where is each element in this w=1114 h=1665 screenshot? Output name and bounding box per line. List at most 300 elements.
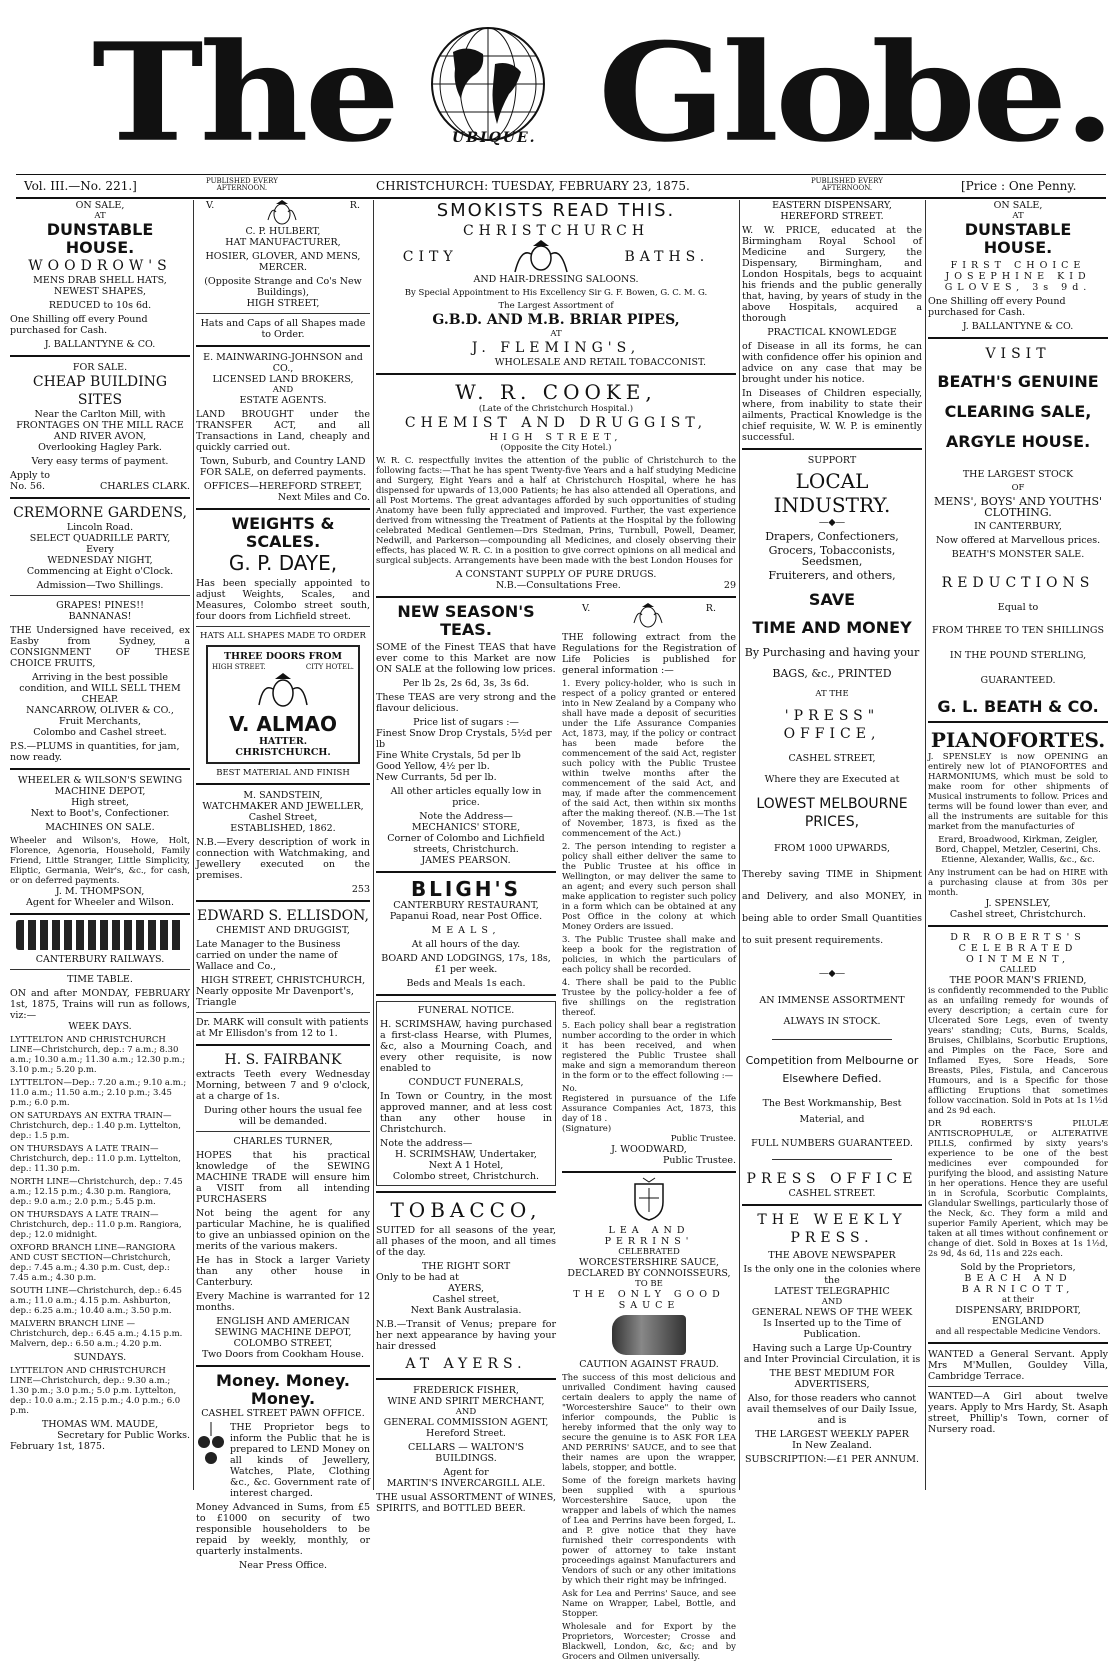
ad-text: In New Zealand. [792, 1440, 872, 1451]
ad-text: Dr. MARK will consult with patients at Mr Ellisdon's from 12 to 1. [196, 1017, 369, 1039]
ad-text: R. [349, 200, 360, 211]
ad-text: Nearly opposite Mr Davenport's, Triangle [196, 986, 354, 1008]
price-entry: Good Yellow, 4½ per lb. [376, 761, 490, 772]
ad-text: Every Machine is warranted for 12 months. [196, 1291, 370, 1313]
ad-text: Grocers, Tobacconists, Seedsmen, [768, 544, 896, 568]
ad-heading: CONDUCT FUNERALS, [408, 1077, 524, 1088]
publication-note-right: PUBLISHED EVERY AFTERNOON. [811, 177, 883, 192]
ad-signature: H. SCRIMSHAW, Undertaker, [395, 1149, 537, 1160]
ad-text: CELEBRATED [618, 1247, 680, 1257]
ad-heading: WATCHMAKER AND JEWELLER, [202, 801, 364, 812]
ad-text: SUITED for all seasons of the year, all phases of the moon, and all times of the day. [376, 1225, 556, 1258]
timetable-entry: ON THURSDAYS A LATE TRAIN—Christchurch, dep.: 11.0 p.m. Rangiora, dep.; 12.0 midnight. [10, 1210, 182, 1240]
ad-text: Also, for those readers who cannot avail themselves of our Daily Issue, and is [746, 1393, 918, 1426]
ad-text: Money Advanced in Sums, from £5 to £1000 on security of two responsible householders to be repaid by weekly, monthly, or quarterly instalments. [196, 1502, 370, 1557]
column-rule [373, 200, 374, 1490]
ad-text: Cashel Street, [248, 812, 318, 823]
ad-heading: PRESS OFFICE [746, 1171, 918, 1187]
ad-text: Arriving in the best possible condition, and WILL SELL THEM CHEAP. [19, 672, 181, 705]
ad-text: Next Bank Australasia. [410, 1305, 522, 1316]
ad-text: One Shilling off every Pound purchased for Cash. [10, 314, 148, 336]
ad-text: Colombo street, Christchurch. [392, 1171, 540, 1182]
ad-text: Cashel street, Christchurch. [949, 909, 1087, 920]
ad-heading: REDUCTIONS [941, 575, 1095, 591]
ad-text: Late Manager to the Business carried on under the name of Wallace and Co., [196, 939, 341, 972]
ad-text: Equal to [997, 602, 1039, 613]
ad-heading: MECHANICS' STORE, [411, 822, 521, 833]
ad-heading: 'PRESS" OFFICE, [783, 708, 881, 742]
ad-heading: FOR SALE. [72, 362, 128, 373]
ad-text: IN THE POUND STERLING, [949, 650, 1087, 661]
ad-text: High street, [71, 797, 129, 808]
ad-text: Next A 1 Hotel, [428, 1160, 504, 1171]
ad-heading: ENGLISH AND AMERICAN SEWING MACHINE DEPOT, [214, 1316, 352, 1338]
ad-text: and all respectable Medicine Vendors. [935, 1327, 1101, 1337]
ad-heading: ALWAYS IN STOCK. [783, 1016, 881, 1027]
ad-text: Colombo and Cashel street. [33, 727, 167, 738]
ad-heading: CANTERBURY RAILWAYS. [35, 954, 165, 965]
masthead [0, 0, 1114, 175]
sub-column-left [376, 603, 556, 1665]
ad-text: at their [1002, 1295, 1034, 1305]
ad-text: (Late of the Christchurch Hospital.) [478, 404, 634, 414]
ad-heading: CHEAP BUILDING SITES [32, 374, 168, 408]
ad-text: LICENSED LAND BROKERS, [212, 374, 354, 385]
ad-heading: GRAPES! PINES!! [56, 600, 144, 611]
ad-heading: DUNSTABLE HOUSE. [46, 220, 154, 257]
ad-text: AT THE [815, 689, 849, 699]
ad-heading: SUNDAYS. [73, 1352, 127, 1363]
ad-text: Commencing at Eight o'Clock. [26, 566, 174, 577]
sauce-bottle-illustration [612, 1315, 686, 1355]
ad-heading: G. P. DAYE, [228, 551, 338, 575]
sign-text: THREE DOORS FROM [223, 651, 342, 662]
ad-text: HIGH STREET, [489, 432, 623, 443]
ad-text: J. SPENSLEY is now OPENING an entirely new lot of PIANOFORTES and HARMONIUMS, which must be sold to make room for other shipments of Musical instruments to follow. Prices and terms will be found lower than ever, and all the instruments are suitable for this market from the manufacturies of [928, 752, 1108, 832]
ad-text: CASHEL STREET. [788, 1188, 876, 1199]
ad-number: 29 [723, 580, 736, 591]
ad-heading: J. FLEMING'S, [471, 340, 641, 356]
ad-heading: THE POOR MAN'S FRIEND, [949, 975, 1087, 986]
price: [Price : One Penny. [961, 179, 1077, 193]
place-date: CHRISTCHURCH: TUESDAY, FEBRUARY 23, 1875. [376, 179, 690, 193]
timetable-entry: LYTTELTON—Dep.: 7.20 a.m.; 9.10 a.m.; 11.0 a.m.; 11.50 a.m.; 2.10 p.m.; 3.45 p.m.; 6.0 p.m. [10, 1078, 187, 1108]
ad-number: 253 [351, 884, 370, 895]
ad-text: OFFICES—HEREFORD STREET, [203, 481, 363, 492]
ad-text: WEDNESDAY NIGHT, [47, 555, 153, 566]
ad-text: Fruit Merchants, [59, 716, 141, 727]
timetable-entry: SOUTH LINE—Christchurch, dep.: 6.45 a.m.; 11.0 a.m.; 4.15 p.m. Ashburton, dep.: 6.25 a.m.; 10.40 a.m.; 3.50 p.m. [10, 1286, 182, 1316]
timetable-entry: LYTTELTON AND CHRISTCHURCH LINE—Christchurch, dep.: 9.30 a.m.; 1.30 p.m.; 3.0 p.m.; 5.0 p.m. Lyttelton, dep.: 10.0 a.m.; 2.15 p.m.; 4.0 p.m.; 6.0 p.m. [10, 1366, 181, 1416]
ad-text: He has in Stock a larger Variety than any other house in Canterbury. [196, 1255, 370, 1288]
ad-text: Ask for Lea and Perrins' Sauce, and see Name on Wrapper, Label, Bottle, and Stopper. [562, 1589, 736, 1619]
ad-heading: LOCAL INDUSTRY. [773, 469, 891, 517]
ad-heading: CASHEL STREET PAWN OFFICE. [201, 1408, 365, 1419]
ad-text: Is Inserted up to the Time of Publication. [763, 1318, 901, 1340]
ad-heading: CITY [402, 249, 458, 265]
ad-signature: JAMES PEARSON. [421, 855, 511, 866]
ad-text: N.B.—Every description of work in connection with Watchmaking, and Jewellery executed on the premises. [196, 837, 370, 881]
ad-text: MENS DRAB SHELL HATS, NEWEST SHAPES, [33, 275, 167, 297]
ad-text: (Opposite the City Hotel.) [500, 443, 612, 453]
ad-signature: J. WOODWARD, [611, 1144, 687, 1155]
ad-text: WINE AND SPIRIT MERCHANT, [387, 1396, 545, 1407]
ad-text: IN CANTERBURY, [974, 521, 1062, 532]
ad-heading: G. L. BEATH & CO. [937, 697, 1099, 716]
ad-text: SUBSCRIPTION:—£1 PER ANNUM. [745, 1454, 919, 1465]
coat-of-arms-icon [511, 240, 571, 274]
ad-text: Price list of sugars :— [413, 717, 519, 728]
ad-text: BOARD AND LODGINGS, 17s, 18s, £1 per week. [381, 953, 551, 975]
ad-text: During other hours the usual fee will be demanded. [204, 1105, 362, 1127]
ad-text: CALLED [999, 965, 1037, 975]
ad-heading: TIME TABLE. [67, 974, 133, 985]
ad-heading: W. R. COOKE, [455, 380, 657, 404]
ad-heading: CELEBRATED OINTMENT, [958, 943, 1078, 965]
ad-date: February 1st, 1875. [10, 1441, 105, 1452]
ad-text: ON and after MONDAY, FEBRUARY 1st, 1875, Trains will run as follows, viz:— [10, 988, 190, 1021]
ad-text: SOME of the Finest TEAS that have ever come to this Market are now ON SALE at the following low prices. [376, 642, 556, 675]
column-rule [193, 200, 194, 1490]
ad-heading: THE RIGHT SORT [421, 1261, 511, 1272]
dateline [16, 174, 1106, 199]
ad-heading: BAGS, &c., PRINTED [772, 667, 892, 680]
publication-note: PUBLISHED EVERY AFTERNOON. [206, 177, 278, 192]
ad-text: HIGH STREET, CHRISTCHURCH, [200, 975, 366, 986]
ad-text: CASHEL STREET, [788, 753, 876, 764]
ad-text: Next Miles and Co. [277, 492, 370, 503]
ad-heading: C. P. HULBERT, [245, 226, 321, 237]
ad-text: Hats and Caps of all Shapes made to Order. [200, 318, 366, 340]
ad-text: WHOLESALE AND RETAIL TOBACCONIST. [494, 357, 706, 368]
ad-heading: CLEARING SALE, [944, 402, 1092, 421]
ad-heading: G.B.D. AND M.B. BRIAR PIPES, [432, 312, 680, 328]
ad-heading: CHARLES TURNER, [233, 1136, 333, 1147]
ad-text: All other articles equally low in price. [390, 786, 542, 808]
ad-text: THE LARGEST STOCK [962, 469, 1074, 480]
ad-text: Public Trustee. [663, 1155, 736, 1166]
sign-text: CHRISTCHURCH. [235, 747, 331, 758]
timetable-entry: ON THURSDAYS A LATE TRAIN—Christchurch, dep.: 11.0 p.m. Lyttelton, dep.: 11.30 p.m. [10, 1144, 181, 1174]
ad-text: AND HAIR-DRESSING SALOONS. [473, 274, 639, 285]
ad-heading: M. SANDSTEIN, [243, 790, 323, 801]
ad-text: Sold by the Proprietors, [960, 1262, 1076, 1273]
ad-heading: BATHS. [624, 249, 710, 265]
sign-title: V. ALMAO [228, 712, 338, 736]
timetable-entry: NORTH LINE—Christchurch, dep.: 7.45 a.m.; 12.15 p.m.; 4.30 p.m. Rangiora, dep.: 9.0 a.m.; 2.0 p.m.; 5.45 p.m. [10, 1177, 183, 1207]
ad-heading: E. MAINWARING-JOHNSON and CO., [203, 352, 363, 374]
ad-heading: FULL NUMBERS GUARANTEED. [751, 1138, 913, 1149]
timetable-entry: OXFORD BRANCH LINE—RANGIORA AND CUST SECTION—Christchurch, dep.: 7.45 a.m.; 4.30 p.m. Cust, dep.: 7.45 a.m.; 4.30 p.m. [10, 1243, 176, 1283]
ad-text: GUARANTEED. [980, 675, 1056, 686]
ad-heading: PIANOFORTES. [930, 728, 1106, 752]
lea-perrins-crest-icon [629, 1178, 669, 1222]
ad-heading: THE BEST MEDIUM FOR ADVERTISERS, [769, 1368, 895, 1390]
ad-text: FROM 1000 UPWARDS, [774, 843, 890, 854]
ad-text: H. SCRIMSHAW, having purchased a first-class Hearse, with Plumes, &c, also a Mourning Coach, and every other requisite, is now enabled to [380, 1019, 552, 1074]
ad-heading: PRACTICAL KNOWLEDGE [767, 327, 897, 338]
ad-heading: WEEK DAYS. [68, 1021, 132, 1032]
ad-text: Per lb 2s, 2s 6d, 3s, 3s 6d. [402, 678, 530, 689]
price-entry: Fine White Crystals, 5d per lb [376, 750, 521, 761]
ad-text: Public Trustee. [670, 1134, 736, 1144]
ad-signature: J. SPENSLEY, [985, 898, 1051, 909]
column-2 [196, 200, 370, 1571]
masthead-title-left: The [92, 13, 397, 173]
ad-text: The Best Workmanship, Best Material, and [762, 1098, 902, 1125]
ad-text: HAT MANUFACTURER, [225, 237, 341, 248]
ad-text: LAND BROUGHT under the TRANSFER ACT, and all Transactions in Land, cheaply and quickly carried out. [196, 409, 370, 453]
ad-text: DISPENSARY, BRIDPORT, ENGLAND [955, 1305, 1081, 1327]
column-rule [739, 200, 740, 1490]
ad-text: No. 56. [10, 481, 46, 492]
ad-text: These TEAS are very strong and the flavour delicious. [376, 692, 556, 714]
ad-text: Beds and Meals 1s each. [406, 978, 526, 989]
ad-text: AT [94, 211, 106, 221]
ad-text: AT [1012, 211, 1024, 221]
column-5 [928, 200, 1108, 1490]
ad-text: ON SALE, [75, 200, 125, 211]
ad-text: The Largest Assortment of [498, 301, 614, 311]
ad-text: Some of the foreign markets having been supplied with a spurious Worcestershire Sauce, upon the wrapper and labels of which the names of Lea and Perrins have been forged, L. and P. give notice that they have furnished their correspondents with power of attorney to take instant proceedings against Manufacturers and Vendors of such or any other imitations by which their right may be infringed. [562, 1476, 736, 1586]
ad-text: Overlooking Hagley Park. [38, 442, 162, 453]
ad-text: Note the Address— [419, 811, 513, 822]
ad-text: Near the Carlton Mill, with FRONTAGES ON THE MILL RACE AND RIVER AVON, [16, 409, 184, 442]
ad-text: Is the only one in the colonies where the [743, 1264, 921, 1286]
ad-heading: BEATH'S GENUINE [937, 372, 1099, 391]
hatter-sign [206, 645, 360, 764]
ad-text: AT [550, 329, 562, 339]
ad-text: Cashel street, [432, 1294, 500, 1305]
ad-text: The success of this most delicious and unrivalled Condiment having caused certain dealers to apply the name of "Worcestershire Sauce" to their own inferior compounds, the Public is hereby informed that the only way to secure the genuine is to ASK FOR LEA AND PERRINS' SAUCE, and to see that their names are upon the wrapper, labels, stopper, and bottle. [562, 1373, 736, 1473]
ad-heading: Money. Money. Money. [216, 1371, 350, 1408]
ad-text: BEST MATERIAL AND FINISH [216, 768, 350, 778]
ad-heading: LATEST TELEGRAPHIC [774, 1286, 890, 1297]
ad-text: Not being the agent for any particular Machine, he is qualified to give an unbiassed opinion on the merits of the various makers. [196, 1208, 370, 1252]
ad-text: A CONSTANT SUPPLY OF PURE DRUGS. [455, 569, 657, 580]
ad-text: OF [1011, 483, 1025, 493]
sign-text: CITY HOTEL. [305, 663, 354, 671]
ad-text: THE usual ASSORTMENT of WINES, SPIRITS, and BOTTLED BEER. [376, 1492, 556, 1514]
ad-heading: HOSIER, GLOVER, AND MENS, MERCER. [205, 251, 361, 273]
ad-text: Two Doors from Cookham House. [201, 1349, 365, 1360]
ad-text: ESTABLISHED, 1862. [230, 823, 336, 834]
ad-heading: WEIGHTS & SCALES. [231, 514, 335, 551]
sign-text: HATTER. [258, 736, 308, 747]
ad-text: At all hours of the day. [411, 939, 521, 950]
ad-heading: CANTERBURY RESTAURANT, [393, 900, 539, 911]
price-entry: Finest Snow Drop Crystals, 5½d per lb [376, 728, 552, 750]
regulation-item: 3. The Public Trustee shall make and keep a book for the registration of policies, in which the particulars of each policy shall be recorded. [562, 935, 736, 975]
ad-text: By Purchasing and having your [744, 646, 920, 659]
ad-text: of Disease in all its forms, he can with confidence offer his opinion and advice on any case that may be brought under his notice. [742, 341, 922, 385]
masthead-title-right: Globe. [598, 13, 1112, 173]
ad-text: TO BE [635, 1279, 663, 1289]
ad-text: Apply to [10, 470, 50, 481]
ad-text: AND [272, 385, 294, 395]
ad-heading: NEW SEASON'S TEAS. [397, 602, 535, 639]
ad-text: (Opposite Strange and Co's New Buildings), [204, 276, 362, 298]
ad-heading: BLIGH'S [410, 877, 522, 901]
column-4: EASTERN DISPENSARY, HEREFORD STREET. W. W. PRICE, educated at the Birmingham Royal School of Medicine and Surgery, the Dispensary, Birmingham, and London Hospitals, begs to acquaint his friends and the public generally that, having, by years of study in the above Hospitals, acquired a thorough PRACTICAL KNOWLEDGE of Disease in all its forms, he can with confidence offer his opinion and advice on any case that may be brought under his notice. In Diseases of Children especially, where, from inability to state their ailments, Practical Knowledge is the chief requisite, W. W. P. is eminently successful. SUPPORT LOCAL INDUSTRY. —◆— Drapers, Confectioners, Grocers, Tobacconists, Seedsmen, Fruiterers, and others, SAVE TIME AND MONEY By Purchasing and having your BAGS, &c., PRINTED AT THE 'PRESS" OFFICE, CASHEL STREET, Where they are Executed at LOWEST MELBOURNE PRICES, FROM 1000 UPWARDS, Thereby saving TIME in Shipment and Delivery, and also MONEY, in being able to order Small Quantities to suit present requirements. —◆— AN IMMENSE ASSORTMENT ALWAYS IN STOCK. Competition from Melbourne or Elsewhere Defied. The Best Workmanship, Best Material, and FULL NUMBERS GUARANTEED. PRESS OFFICE CASHEL STREET. THE WEEKLY PRESS. THE ABOVE NEWSPAPER Is the only one in the colonies where the LATEST TELEGRAPHIC AND GENERAL NEWS OF THE WEEK Is Inserted up to the Time of Publication. Having such a Large Up-Country and Inter Provincial Circulation, it is THE BEST MEDIUM FOR ADVERTISERS, Also, for those readers who cannot avail themselves of our Daily Issue, and is THE LARGEST WEEKLY PAPER In New Zealand. SUBSCRIPTION:—£1 PER ANNUM. [742, 200, 922, 1465]
ad-text: Fruiterers, and others, [768, 569, 896, 582]
ad-text: Erard, Broadwood, Kirkman, Zeigler, Bord, Chappel, Metzler, Ceserini, Chs. Etienne, Alexander, Wallis, &c., &c. [935, 835, 1101, 865]
ad-text: Agent for [443, 1467, 489, 1478]
ad-heading: VISIT [985, 346, 1051, 362]
ad-heading: DR ROBERTS'S [950, 932, 1086, 943]
ad-text: Has been specially appointed to adjust Weights, Scales, and Measures, Colombo street south, four doors from Lichfield street. [196, 578, 370, 622]
ad-text: AND [821, 1297, 843, 1307]
ad-heading: WOODROW'S [28, 258, 172, 274]
regulation-item: 2. The person intending to register a policy shall either deliver the same to the Public Trustee at his office in Wellington, or may deliver the same to an agent; and every such person shall make application to register such policy in a form which can be obtained at any Post Office in the colony at which Money Orders are issued. [562, 842, 736, 932]
ad-text: Any instrument can be had on HIRE with a purchasing clause at from 30s per month. [928, 868, 1108, 898]
motto: UBIQUE. [452, 130, 537, 146]
train-illustration [16, 920, 184, 950]
ad-text: No. [562, 1084, 578, 1094]
ad-text: Now offered at Marvellous prices. [935, 535, 1101, 546]
ad-heading: FREDERICK FISHER, [413, 1385, 519, 1396]
timetable-entry: LYTTELTON AND CHRISTCHURCH LINE—Christchurch, dep.: 7 a.m.; 8.30 a.m.; 10.30 a.m.; 11.30 a.m.; 12.30 p.m.; 3.10 p.m.; 5.20 p.m. [10, 1035, 186, 1075]
ad-text: SELECT QUADRILLE PARTY, [29, 533, 171, 544]
ad-heading: SUPPORT [807, 455, 857, 466]
ad-text: ON SALE, [993, 200, 1043, 211]
timetable-entry: MALVERN BRANCH LINE — Christchurch, dep.: 6.45 a.m.; 4.15 p.m. Malvern, dep.: 6.50 a.m.; 4.20 p.m. [10, 1319, 183, 1349]
ad-heading: CREMORNE GARDENS, [13, 505, 187, 521]
ad-heading: BANNANAS! [68, 611, 132, 622]
ad-text: GENERAL COMMISSION AGENT, [383, 1417, 549, 1428]
classified-ad: WANTED a General Servant. Apply Mrs M'Mullen, Gouldey Villa, Cambridge Terrace. [928, 1349, 1108, 1382]
ad-heading: EASTERN DISPENSARY, HEREFORD STREET. [772, 200, 892, 222]
ad-heading: ARGYLE HOUSE. [945, 432, 1091, 451]
ad-signature: J. M. THOMPSON, [55, 886, 145, 897]
classified-ad: WANTED—A Girl about twelve years. Apply to Mrs Hardy, St. Asaph street, Phillip's Town, corner of Nursery road. [928, 1391, 1108, 1435]
ad-text: DR ROBERTS'S PILULÆ ANTISCROPHULÆ, or ALTERATIVE PILLS, confirmed by sixty years's experience to be one of the best medicines ever compounded for purifying the blood, and assisting Nature in her operations. Hence they are useful in in Scrofula, Scorbutic Complaints, Glandular Swellings, particularly those of the Neck, &c. They form a mild and superior Family Aperient, which may be taken at all times without confinement or change of diet. Sold in Boxes at 1s 1½d, 2s 9d, 4s 6d, 11s and 22s each. [928, 1119, 1108, 1259]
ad-text: CHEMIST AND DRUGGIST, [216, 925, 350, 936]
column-1 [10, 200, 190, 1490]
ad-heading: CAUTION AGAINST FRAUD. [579, 1359, 719, 1370]
ad-text: THE Proprietor begs to inform the Public that he is prepared to LEND Money on all kinds of Jewellery, Watches, Plate, Clothing &c., &c. Government rate of interest charged. [230, 1422, 370, 1499]
ad-text: V. [582, 603, 591, 614]
ad-heading: THE ONLY GOOD SAUCE [573, 1289, 725, 1311]
regulation-item: 4. There shall be paid to the Public Trustee by the policy-holder a fee of five shillings on the registration thereof. [562, 978, 736, 1018]
ad-text: BEATH'S MONSTER SALE. [951, 549, 1085, 560]
ad-text: FROM THREE TO TEN SHILLINGS [931, 625, 1105, 636]
ad-signature: CHARLES CLARK. [99, 481, 190, 492]
ad-text: Agent for Wheeler and Wilson. [26, 897, 174, 908]
royal-crest-icon [628, 603, 668, 629]
ad-text: Wheeler and Wilson's, Howe, Holt, Florence, Agenoria, Household, Family Friend, Little Stranger, Little Simplicity, Eliptic, Germania, Weir's, &c., for cash, or on deferred payments. [10, 836, 190, 886]
ad-heading: MEALS, [431, 925, 501, 936]
ad-heading: CHEMIST AND DRUGGIST, [404, 415, 708, 431]
ad-text: Admission—Two Shillings. [36, 580, 164, 591]
ad-text: Having such a Large Up-Country and Inter Provincial Circulation, it is [743, 1343, 921, 1365]
ad-text: THE Undersigned have received, ex Easby from Sydney, a CONSIGNMENT OF THESE CHOICE FRUITS, [10, 625, 190, 669]
volume-number: Vol. III.—No. 221.] [24, 179, 137, 193]
column-3 [376, 200, 736, 1662]
ad-text: AND [455, 1407, 477, 1417]
ad-text: Very easy terms of payment. [31, 456, 169, 467]
ad-text: Secretary for Public Works. [57, 1430, 190, 1441]
hat-crest-icon [253, 673, 313, 709]
timetable-entry: ON SATURDAYS AN EXTRA TRAIN—Christchurch, dep.: 1.40 p.m. Lyttelton, dep.: 1.5 p.m. [10, 1111, 181, 1141]
sub-column-right [562, 603, 736, 1665]
ad-text: P.S.—PLUMS in quantities, for jam, now ready. [10, 741, 180, 763]
ad-text: R. [705, 603, 716, 614]
ad-heading: AT AYERS. [405, 1356, 527, 1372]
ad-heading: TIME AND MONEY [752, 618, 912, 637]
ad-text: One Shilling off every Pound purchased for Cash. [928, 296, 1066, 318]
ad-heading: FUNERAL NOTICE. [417, 1005, 515, 1016]
ad-text: HIGH STREET, [246, 298, 320, 309]
ad-text: By Special Appointment to His Excellency Sir G. F. Bowen, G. C. M. G. [404, 288, 708, 298]
regulation-item: 1. Every policy-holder, who is such in respect of a policy granted or entered into in New Zealand by a Company who shall have made a deposit of securities under the Life Assurance Companies Act, 1873, may, if the policy or contract has been made before the commencement of the said Act, register such policy with the Public Trustee within twelve months after the commencement of the said Act, and may, if made after the commencement of the said Act, then within six months after the making thereof. (N.B.—The 1st of November, 1873, is fixed as the commencement of the Act.) [562, 679, 736, 839]
ad-text: Papanui Road, near Post Office. [389, 911, 543, 922]
ad-text: Where they are Executed at [764, 774, 900, 785]
ad-heading: THE ABOVE NEWSPAPER [768, 1250, 896, 1261]
ad-text: REDUCED to 10s 6d. [48, 300, 152, 311]
ad-text: THE following extract from the Regulations for the Registration of Life Policies is published for general information :— [562, 632, 736, 676]
ad-heading: MACHINES ON SALE. [45, 822, 155, 833]
ad-text: In Town or Country, in the most approved manner, and at less cost than any other house in Christchurch. [380, 1091, 552, 1135]
ad-text: N.B.—Consultations Free. [496, 580, 621, 591]
ad-text: Wholesale and for Export by the Proprietors, Worcester; Crosse and Blackwell, London, &c, &c; and by Grocers and Oilmen universally. [562, 1622, 736, 1662]
ad-heading: EDWARD S. ELLISDON, [197, 908, 369, 924]
ad-signature: J. BALLANTYNE & CO. [44, 339, 156, 350]
ad-heading: GENERAL NEWS OF THE WEEK [751, 1307, 913, 1318]
ad-heading: WORCESTERSHIRE SAUCE, [578, 1257, 720, 1268]
ad-text: N.B.—Transit of Venus; prepare for her next appearance by having your hair dressed [376, 1319, 556, 1352]
ad-heading: LOWEST MELBOURNE PRICES, [756, 796, 908, 830]
ad-heading: THE WEEKLY PRESS. [757, 1212, 907, 1246]
ad-text: Only to be had at [376, 1272, 459, 1283]
ad-text: Corner of Colombo and Lichfield streets, Christchurch. [387, 833, 545, 855]
ad-signature: NANCARROW, OLIVER & CO., [26, 705, 174, 716]
ad-text: Near Press Office. [238, 1560, 328, 1571]
price-entry: New Currants, 5d per lb. [376, 772, 497, 783]
ad-heading: LEA AND PERRINS' [604, 1225, 694, 1247]
ad-text: W. W. PRICE, educated at the Birmingham Royal School of Medicine and Surgery, the Dispensary, Birmingham, and London Hospitals, begs to acquaint his friends and the public generally that, having, by years of study in the above Hospitals, acquired a thorough [742, 225, 922, 324]
ad-signature: J. BALLANTYNE & CO. [962, 321, 1074, 332]
ad-heading: MENS', BOYS' AND YOUTHS' CLOTHING. [933, 495, 1103, 519]
ad-heading: WHEELER & WILSON'S SEWING MACHINE DEPOT, [17, 775, 183, 797]
ad-heading: CHRISTCHURCH [462, 223, 650, 239]
ad-signature: THOMAS WM. MAUDE, [41, 1419, 159, 1430]
ad-text: Every [86, 544, 114, 555]
ad-text: Note the address— [380, 1138, 473, 1149]
ad-text: extracts Teeth every Wednesday Morning, between 7 and 9 o'clock, at a charge of 1s. [196, 1069, 370, 1102]
ad-heading: H. S. FAIRBANK [224, 1052, 342, 1068]
ad-text: Registered in pursuance of the Life Assurance Companies Act, 1873, this day of 18 . [562, 1094, 736, 1124]
royal-crest-icon [262, 200, 302, 226]
ad-text: COLOMBO STREET, [233, 1338, 333, 1349]
sign-text: HIGH STREET. [212, 663, 266, 671]
ad-heading: SMOKISTS READ THIS. [436, 200, 676, 221]
ad-heading: TOBACCO, [390, 1198, 542, 1222]
ad-text: Next to Boot's, Confectioner. [30, 808, 170, 819]
ad-text: Thereby saving TIME in Shipment and Delivery, and also MONEY, in being able to order Small Quantities to suit present requirements. [742, 869, 922, 946]
ad-text: HATS ALL SHAPES MADE TO ORDER [200, 631, 366, 641]
ad-text: CELLARS — WALTON'S BUILDINGS. [407, 1442, 525, 1464]
ad-text: ESTATE AGENTS. [239, 395, 327, 406]
ad-text: MARTIN'S INVERCARGILL ALE. [386, 1478, 546, 1489]
ad-text: Drapers, Confectioners, [765, 530, 899, 543]
pawn-balls-icon [196, 1422, 226, 1470]
ad-text: In Diseases of Children especially, where, from inability to state their ailments, Practical Knowledge is the chief requisite, W. W. P. is eminently successful. [742, 388, 922, 443]
ad-text: Hereford Street. [426, 1428, 506, 1439]
ad-text: DECLARED BY CONNOISSEURS, [567, 1268, 731, 1279]
ad-heading: DUNSTABLE HOUSE. [964, 220, 1072, 257]
ad-text: (Signature) [562, 1124, 612, 1134]
